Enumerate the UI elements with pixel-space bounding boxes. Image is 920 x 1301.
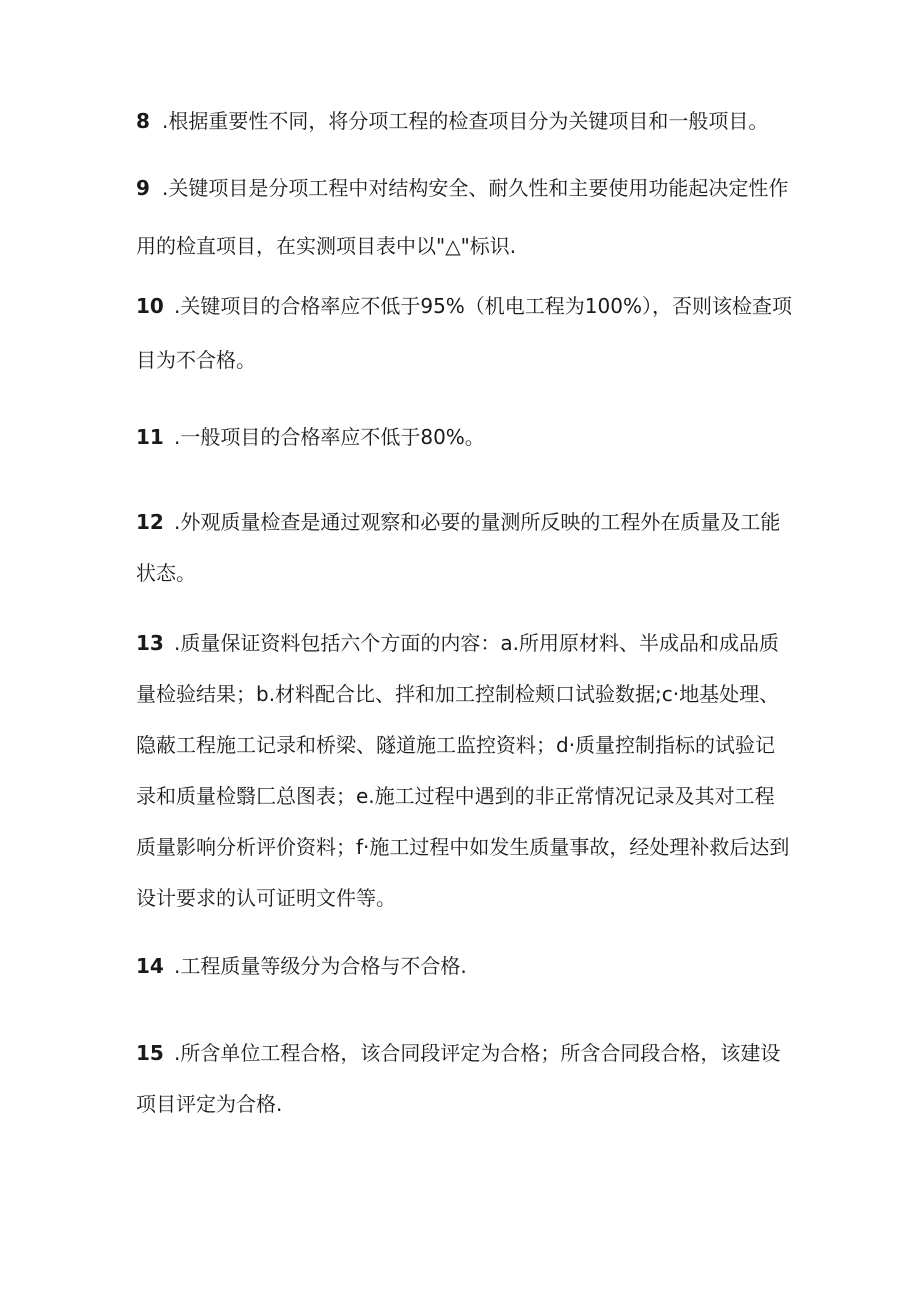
item-number: 13 — [136, 631, 164, 655]
item-line — [136, 229, 792, 263]
list-item-10 — [136, 289, 792, 377]
item-line — [136, 881, 792, 915]
item-text: 项目评定为合格. — [136, 1092, 283, 1116]
item-line — [136, 556, 792, 590]
item-line — [136, 289, 792, 323]
item-line — [136, 949, 792, 983]
item-text: 设计要求的认可证明文件等。 — [136, 886, 396, 910]
list-item-8 — [136, 104, 792, 138]
item-line — [136, 505, 792, 539]
list-item-11 — [136, 420, 792, 454]
item-line — [136, 1087, 792, 1121]
item-text: .关键项目的合格率应不低于95%（机电工程为100%），否则该检查项 — [174, 294, 792, 318]
item-line — [136, 104, 792, 138]
item-line — [136, 1036, 792, 1070]
item-line — [136, 343, 792, 377]
item-number: 10 — [136, 294, 164, 318]
item-text: .关键项目是分项工程中对结构安全、耐久性和主要使用功能起决定性作 — [162, 176, 789, 200]
item-line — [136, 677, 792, 711]
item-text: .质量保证资料包括六个方面的内容：a.所用原材料、半成品和成品质 — [174, 631, 779, 655]
list-item-9 — [136, 171, 792, 263]
item-text: 质量影响分析评价资料；f·施工过程中如发生质量事故，经处理补救后达到 — [136, 835, 790, 859]
item-text: .所含单位工程合格，该合同段评定为合格；所含合同段合格，该建设 — [174, 1041, 781, 1065]
item-line — [136, 779, 792, 813]
item-line — [136, 626, 792, 660]
item-number: 12 — [136, 510, 164, 534]
item-number: 11 — [136, 425, 164, 449]
item-text: 目为不合格。 — [136, 348, 256, 372]
item-text: 隐蔽工程施工记录和桥梁、隧道施工监控资料；d·质量控制指标的试验记 — [136, 733, 776, 757]
item-number: 9 — [136, 176, 150, 200]
item-text: 状态。 — [136, 561, 196, 585]
item-text: .工程质量等级分为合格与不合格. — [174, 954, 467, 978]
item-line — [136, 830, 792, 864]
item-number: 15 — [136, 1041, 164, 1065]
list-item-14 — [136, 949, 792, 983]
item-text: .外观质量检查是通过观察和必要的量测所反映的工程外在质量及工能 — [174, 510, 781, 534]
list-item-15 — [136, 1036, 792, 1121]
list-item-12 — [136, 505, 792, 590]
item-text: .一般项目的合格率应不低于80%。 — [174, 425, 485, 449]
item-text: .根据重要性不同，将分项工程的检查项目分为关键项目和一般项目。 — [162, 109, 769, 133]
item-number: 8 — [136, 109, 150, 133]
item-text: 用的检直项目，在实测项目表中以"△"标识. — [136, 234, 517, 258]
item-number: 14 — [136, 954, 164, 978]
item-line — [136, 171, 792, 205]
list-item-13 — [136, 626, 792, 915]
item-line — [136, 420, 792, 454]
item-text: 录和质量检翳匚总图表；e.施工过程中遇到的非正常情况记录及其对工程 — [136, 784, 775, 808]
item-text: 量检验结果；b.材料配合比、拌和加工控制检颊口试验数据;c·地基处理、 — [136, 682, 780, 706]
item-line — [136, 728, 792, 762]
